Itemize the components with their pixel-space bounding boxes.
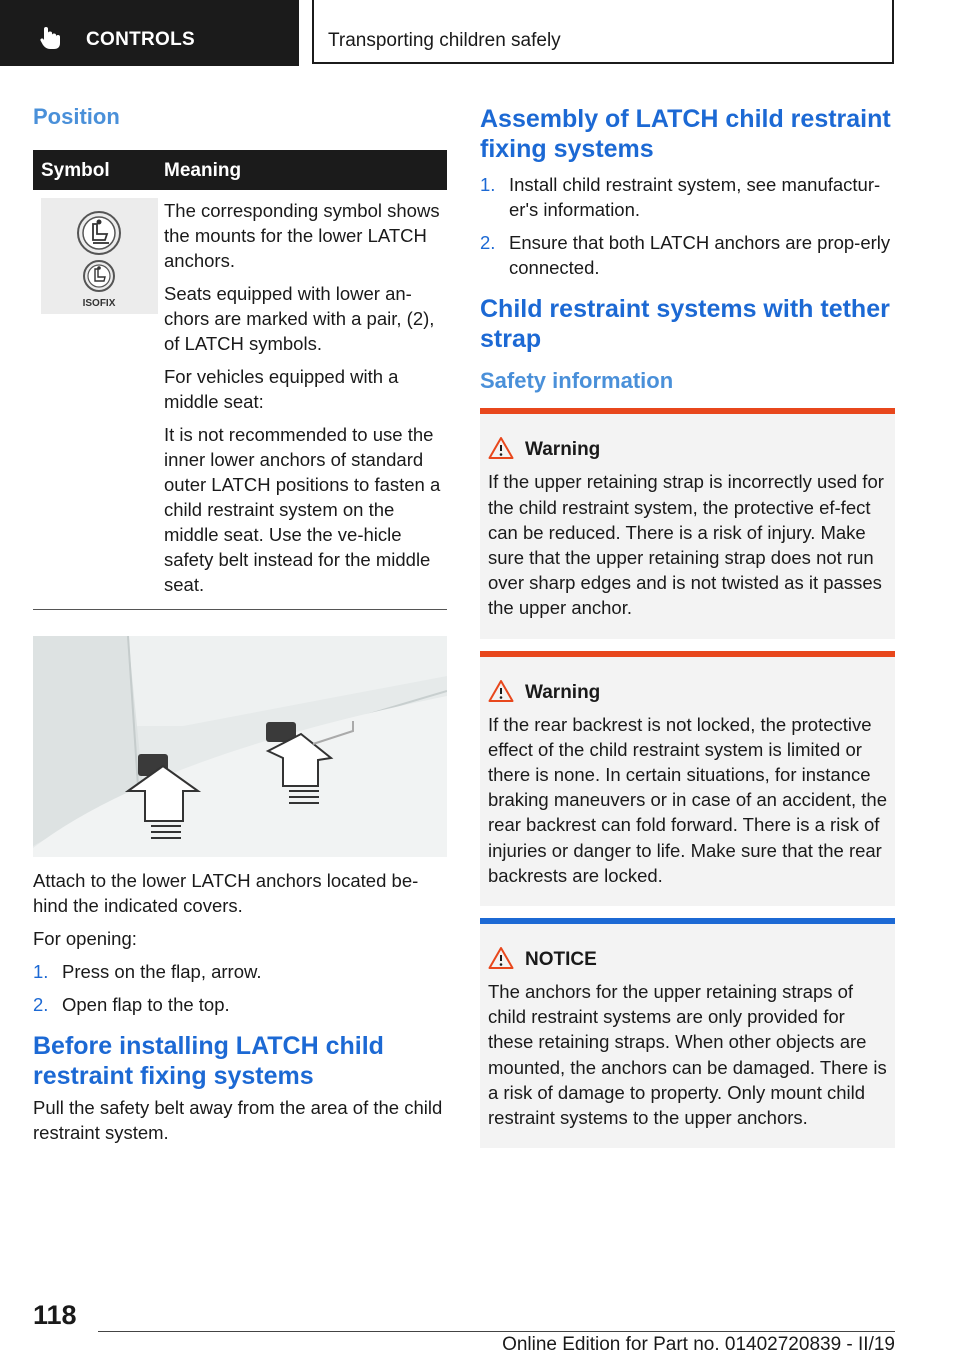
left-column: [33, 100, 447, 1145]
latch-symbol: [41, 198, 158, 314]
symbol-column-header: Symbol: [41, 160, 110, 182]
position-heading: Position: [33, 104, 120, 129]
tether-heading: Child restraint systems with tether strap: [480, 295, 890, 353]
section-tab: [0, 0, 299, 66]
warning-box: [480, 408, 895, 638]
meaning-cell: [164, 190, 447, 597]
meaning-paragraph: The corresponding symbol shows the mounts for the lower LATCH anchors.: [164, 200, 440, 272]
chapter-title: Transporting children safely: [328, 30, 561, 51]
list-item: 1. Install child restraint system, see manufactur-er's information.: [480, 174, 881, 220]
safety-heading: Safety information: [480, 368, 674, 393]
latch-cover-illustration: [33, 636, 447, 857]
before-installing-text: Pull the safety belt away from the area of the child restraint system.: [33, 1097, 443, 1144]
table-header: [33, 150, 447, 190]
meaning-paragraph: For vehicles equipped with a middle seat:: [164, 366, 399, 413]
photo-caption: Attach to the lower LATCH anchors located be-hind the indicated covers.: [33, 870, 419, 917]
before-installing-heading: Before installing LATCH child restraint fixing systems: [33, 1032, 384, 1091]
warning-text: If the upper retaining strap is incorrectly used for the child restraint system, the protective ef-fect can be reduced. There is a risk of injury. Make sure that the upper retaining strap does not run over sharp edges and is not twisted as it passes the upper anchor.: [488, 471, 884, 619]
page-number: 118: [33, 1300, 77, 1330]
warning-text: If the rear backrest is not locked, the protective effect of the child restraint system is limited or there is none. In certain situations, for instance braking maneuvers or in case of an accident, the rear backrest can fold forward. There is a risk of injuries or danger to life. Make sure that the rear backrests are locked.: [488, 713, 888, 886]
warning-title: Warning: [525, 681, 601, 703]
notice-box: [480, 918, 895, 1148]
isofix-label: ISOFIX: [82, 298, 116, 310]
section-title: CONTROLS: [86, 29, 196, 50]
warning-triangle-icon: [488, 946, 514, 970]
warning-triangle-icon: [488, 679, 514, 703]
child-seat-icon: [41, 198, 158, 314]
list-item: 2. Open flap to the top.: [33, 994, 230, 1016]
notice-title: NOTICE: [525, 949, 597, 971]
meaning-column-header: Meaning: [164, 160, 242, 182]
meaning-paragraph: Seats equipped with lower an-chors are marked with a pair, (2), of LATCH symbols.: [164, 283, 435, 355]
warning-triangle-icon: [488, 436, 514, 460]
opening-label: For opening:: [33, 928, 137, 950]
warning-box: [480, 651, 895, 906]
notice-text: The anchors for the upper retaining straps of child restraint systems are only provided for these retaining straps. When other objects are mounted, the anchors can be damaged. There is a risk of damage to property. Only mount child restraint systems to the upper anchors.: [488, 981, 887, 1129]
hand-icon: [40, 26, 62, 50]
table-row: [33, 190, 447, 610]
assembly-steps: [480, 172, 895, 280]
edition-text: Online Edition for Part no. 01402720839 - II/19: [502, 1334, 895, 1355]
page-header: [0, 0, 960, 66]
right-column: [480, 100, 895, 1148]
list-item: 2. Ensure that both LATCH anchors are prop-erly connected.: [480, 232, 891, 278]
warning-title: Warning: [525, 439, 601, 461]
opening-steps: [33, 959, 447, 1017]
assembly-heading: Assembly of LATCH child restraint fixing systems: [480, 105, 891, 163]
list-item: 1. Press on the flap, arrow.: [33, 961, 262, 983]
footer-divider: [98, 1331, 895, 1332]
chapter-tab: [312, 0, 894, 64]
meaning-paragraph: It is not recommended to use the inner lower anchors of standard outer LATCH positions to fasten a child restraint system on the middle seat. Use the ve-hicle safety belt instead for the middle seat.: [164, 424, 441, 596]
